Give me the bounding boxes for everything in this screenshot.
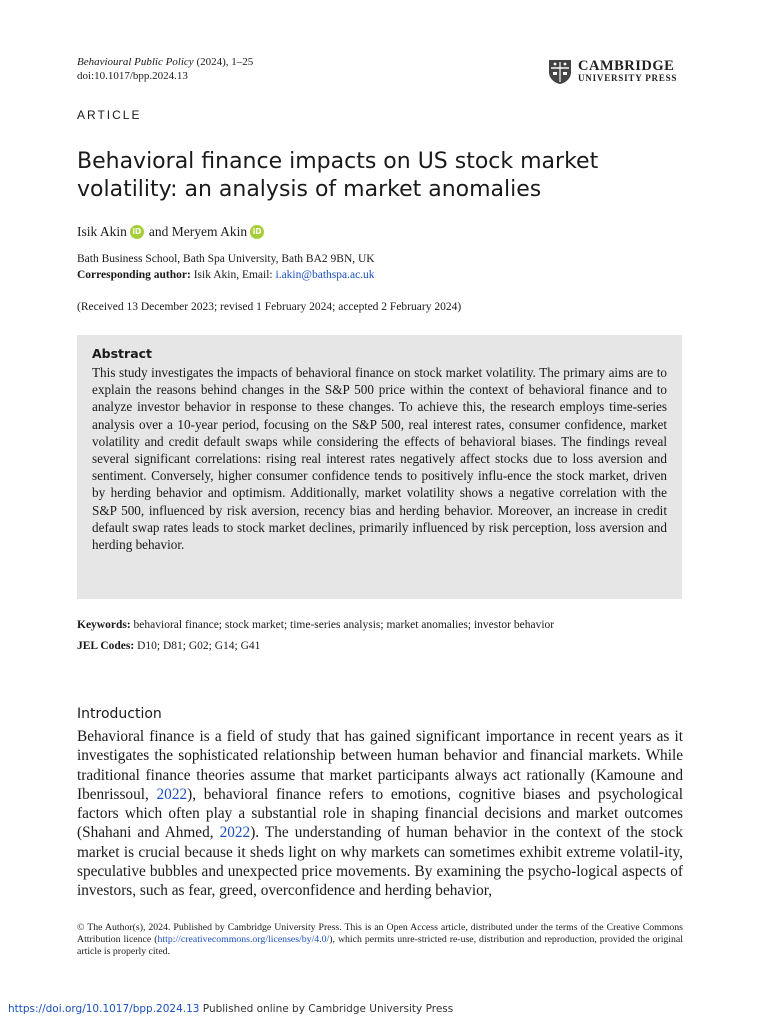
keywords-label: Keywords: (77, 619, 131, 631)
footer-published: Published online by Cambridge University Press (199, 1003, 454, 1015)
journal-citation (77, 55, 253, 83)
intro-text-part: Behavioral finance is a field of study that has gained significant importance in recent years as it investigates the sophisticated relationship between human behavior and financial markets. While traditional finance theories assume that market participants always act rationally (Kamoune and Ibenrissoul, (77, 728, 683, 803)
intro-text-part: ). The understanding of human behavior in the context of the stock market is crucial because it sheds light on why markets can sometimes exhibit extreme volatil-ity, speculative bubbles and unexpected price movements. By examining the psycho-logical aspects of investors, such as fear, greed, overconfidence and herding behavior, (77, 824, 683, 900)
journal-name: Behavioural Public Policy (77, 56, 194, 68)
author-joiner: and (148, 224, 169, 239)
footer-doi-link[interactable]: https://doi.org/10.1017/bpp.2024.13 (8, 1003, 200, 1015)
corresponding-author (77, 267, 375, 283)
keywords-text: behavioral finance; stock market; time-series analysis; market anomalies; investor behavior (130, 619, 555, 631)
abstract-text: This study investigates the impacts of behavioral finance on stock market volatility. The primary aims are to explain the reasons behind changes in the S&P 500 price within the context of behavioral finance and to analyze investor behavior in response to these changes. To achieve this, the research employs time-series analysis over a 10-year period, focusing on the S&P 500, real interest rates, consumer confidence, market volatility and credit default swaps while considering the effects of behavioral biases. The findings reveal several significant correlations: rising real interest rates negatively affect stocks due to loss aversion and sentiment. Conversely, higher consumer confidence tends to positively influ-ence the stock market, driven by herding behavior and optimism. Additionally, market volatility shows a negative correlation with the S&P 500, influenced by risk aversion, recency bias and herding behavior. Moreover, an increase in credit default swap rates leads to stock market declines, primarily influenced by risk perception, loss aversion and herding behavior. (92, 365, 667, 553)
received-dates: (Received 13 December 2023; revised 1 February 2024; accepted 2 February 2024) (77, 301, 462, 313)
corresponding-label: Corresponding author: (77, 269, 191, 281)
jel-label: JEL Codes: (77, 640, 135, 652)
publisher-subtitle: UNIVERSITY PRESS (578, 73, 678, 83)
copyright-notice (77, 922, 683, 959)
journal-meta: (2024), 1–25 (193, 56, 254, 68)
article-type-label: ARTICLE (77, 108, 142, 122)
license-link[interactable]: http://creativecommons.org/licenses/by/4.0/ (157, 934, 330, 946)
cambridge-shield-icon (548, 59, 572, 85)
page-footer (8, 1002, 453, 1016)
article-title: Behavioral finance impacts on US stock market volatility: an analysis of market anomalies (77, 149, 599, 202)
citation-link[interactable]: 2022 (219, 824, 251, 842)
keywords (77, 617, 554, 633)
orcid-icon[interactable]: iD (250, 225, 264, 239)
article-doi: doi:10.1017/bpp.2024.13 (77, 70, 188, 82)
intro-text-part: ), behavioral finance refers to emotions, cognitive biases and psychological factors which often play a substantial role in shaping financial decisions and market outcomes (Shahani and Ahmed, (77, 785, 683, 842)
affiliation: Bath Business School, Bath Spa University, Bath BA2 9BN, UK (77, 253, 375, 265)
introduction-paragraph (77, 727, 683, 901)
email-link[interactable]: i.akin@bathspa.ac.uk (275, 269, 375, 281)
corresponding-text: Isik Akin, Email: (190, 269, 276, 281)
copyright-text: © The Author(s), 2024. Published by Cambridge University Press. This is an Open Access article, distributed under the terms of the Creative Commons Attribution licence ( (77, 922, 683, 946)
orcid-icon[interactable]: iD (130, 225, 144, 239)
author-name[interactable]: Meryem Akin (171, 224, 248, 239)
section-heading-introduction: Introduction (77, 706, 162, 722)
citation-link[interactable]: 2022 (156, 785, 188, 803)
copyright-text: ), which permits unre-stricted re-use, distribution and reproduction, provided the original article is properly cited. (77, 934, 683, 958)
publisher-name: CAMBRIDGE (578, 58, 675, 74)
jel-text: D10; D81; G02; G14; G41 (134, 640, 261, 652)
publisher-logo (548, 59, 688, 85)
abstract-box (77, 335, 682, 599)
jel-codes (77, 638, 260, 654)
author-name[interactable]: Isik Akin (77, 224, 127, 239)
abstract-heading: Abstract (92, 346, 153, 361)
author-line (77, 223, 269, 241)
